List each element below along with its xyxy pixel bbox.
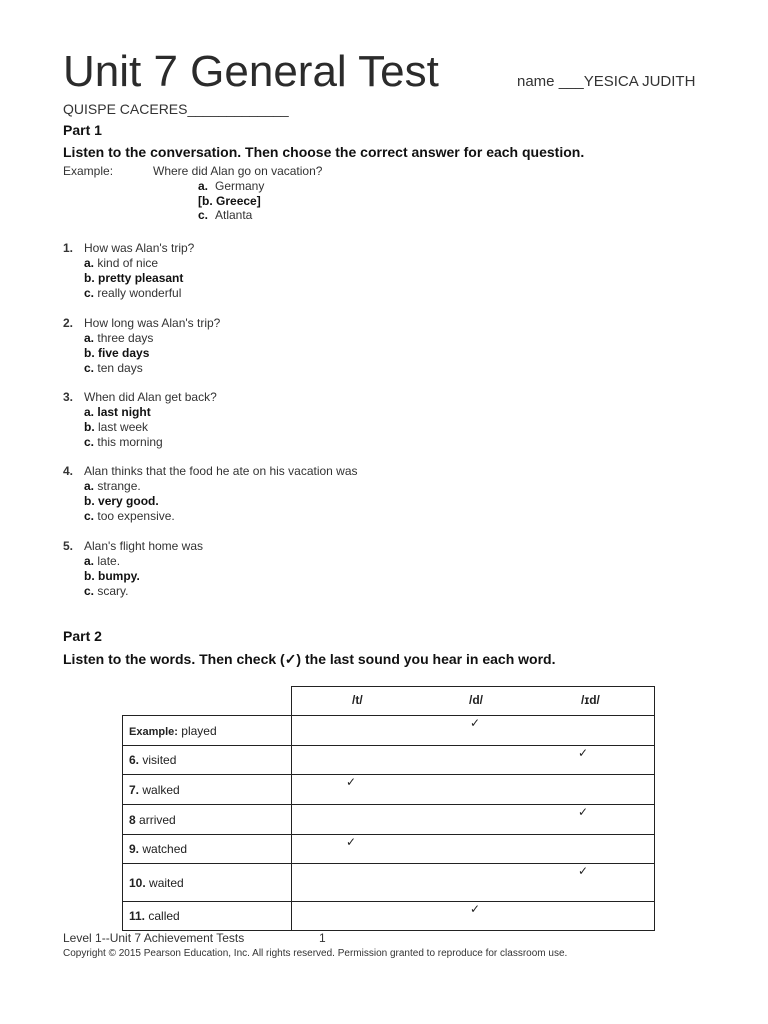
header-columns-cell [292, 687, 655, 716]
option-letter: a. [84, 405, 95, 419]
check-mark-icon: ✓ [346, 775, 357, 789]
check-mark-icon: ✓ [578, 805, 589, 819]
table-row [123, 805, 655, 835]
option-letter: a. [198, 179, 209, 193]
part1-instruction: Listen to the conversation. Then choose the correct answer for each question. [63, 144, 585, 160]
example-option [198, 179, 264, 194]
word-cell [123, 835, 292, 864]
option-text: last week [98, 420, 149, 434]
option-letter: b. [84, 420, 95, 434]
question-number: 5. [63, 539, 74, 553]
answer-option [84, 361, 143, 376]
row-label: 8 [129, 812, 136, 827]
footer-level: Level 1--Unit 7 Achievement Tests [63, 931, 245, 945]
question-text: Alan's flight home was [84, 539, 204, 553]
answer-option [84, 509, 175, 524]
option-letter: a. [84, 554, 95, 568]
marks-cell [292, 864, 655, 902]
option-text: kind of nice [97, 256, 159, 270]
question-number: 4. [63, 464, 74, 478]
check-mark-icon: ✓ [470, 716, 481, 730]
answer-option [84, 479, 141, 494]
table-header-row [123, 687, 655, 716]
check-mark-icon: ✓ [578, 746, 589, 760]
question-text: How was Alan's trip? [84, 241, 195, 255]
option-text: ten days [97, 361, 143, 375]
question-4 [63, 464, 358, 479]
question-text: Alan thinks that the food he ate on his vacation was [84, 464, 358, 478]
option-letter: c. [84, 584, 95, 598]
word-cell [123, 746, 292, 775]
option-text: scary. [97, 584, 129, 598]
table-row [123, 716, 655, 746]
row-word: waited [149, 875, 184, 890]
word-cell [123, 775, 292, 805]
word-cell [123, 716, 292, 746]
column-id: /ɪd/ [581, 693, 600, 707]
option-text: strange. [97, 479, 141, 493]
example-option-selected [198, 194, 261, 209]
option-letter: c. [198, 208, 209, 222]
check-mark-icon: ✓ [346, 835, 357, 849]
word-cell [123, 902, 292, 931]
option-text: Germany [215, 179, 265, 193]
option-text: pretty pleasant [98, 271, 184, 285]
question-3 [63, 390, 217, 405]
row-word: walked [142, 782, 180, 797]
option-letter: b. [84, 271, 95, 285]
answer-option [84, 331, 153, 346]
option-text: Greece] [216, 194, 261, 208]
part1-heading: Part 1 [63, 122, 102, 138]
table-row [123, 864, 655, 902]
option-letter: [b. [198, 194, 213, 208]
answer-option [84, 286, 181, 301]
marks-cell [292, 716, 655, 746]
marks-cell [292, 902, 655, 931]
word-cell [123, 805, 292, 835]
answer-option [84, 256, 158, 271]
question-1 [63, 241, 194, 256]
row-word: watched [142, 842, 188, 856]
option-letter: c. [84, 286, 95, 300]
part2-instruction: Listen to the words. Then check (✓) the last sound you hear in each word. [63, 651, 556, 667]
option-letter: c. [84, 435, 95, 449]
option-letter: b. [84, 569, 95, 583]
question-text: When did Alan get back? [84, 390, 217, 404]
answer-option [84, 554, 120, 569]
part2-heading: Part 2 [63, 628, 102, 644]
sound-table [122, 686, 655, 931]
marks-cell [292, 746, 655, 775]
question-5 [63, 539, 203, 554]
column-t: /t/ [352, 693, 363, 707]
marks-cell [292, 835, 655, 864]
answer-option [84, 420, 148, 435]
column-d: /d/ [469, 693, 483, 707]
answer-option-selected [84, 569, 140, 584]
student-name-line1: name ___YESICA JUDITH [517, 73, 696, 90]
row-label: 9. [129, 842, 140, 856]
option-letter: a. [84, 479, 95, 493]
option-text: really wonderful [97, 286, 182, 300]
answer-option [84, 435, 163, 450]
option-letter: b. [84, 494, 95, 508]
question-2 [63, 316, 220, 331]
option-text: very good. [98, 494, 159, 508]
question-number: 3. [63, 390, 74, 404]
page-title: Unit 7 General Test [63, 47, 439, 96]
page-number: 1 [319, 931, 326, 945]
header-blank-cell [123, 687, 292, 716]
option-text: bumpy. [98, 569, 140, 583]
example-option [198, 208, 252, 223]
word-cell [123, 864, 292, 902]
option-text: late. [97, 554, 121, 568]
check-mark-icon: ✓ [578, 864, 589, 878]
marks-cell [292, 805, 655, 835]
option-letter: c. [84, 361, 95, 375]
student-name-line2: QUISPE CACERES_____________ [63, 101, 289, 117]
option-text: Atlanta [215, 208, 253, 222]
row-label: 6. [129, 753, 140, 767]
option-text: last night [97, 405, 151, 419]
table-row [123, 902, 655, 931]
option-letter: c. [84, 509, 95, 523]
question-number: 1. [63, 241, 74, 255]
row-label: 10. [129, 875, 146, 890]
option-letter: b. [84, 346, 95, 360]
answer-option-selected [84, 405, 151, 420]
check-mark-icon: ✓ [470, 902, 481, 916]
option-text: five days [98, 346, 150, 360]
option-text: too expensive. [97, 509, 175, 523]
row-word: called [148, 909, 180, 923]
marks-cell [292, 775, 655, 805]
footer-copyright: Copyright © 2015 Pearson Education, Inc. All rights reserved. Permission granted to reproduce for classroom use. [63, 948, 568, 959]
answer-option-selected [84, 494, 159, 509]
row-label: 7. [129, 782, 140, 797]
example-label: Example: [63, 164, 114, 178]
option-text: three days [97, 331, 154, 345]
answer-option-selected [84, 271, 183, 286]
option-letter: a. [84, 256, 95, 270]
row-word: arrived [139, 812, 176, 827]
row-word: played [181, 723, 217, 738]
answer-option-selected [84, 346, 149, 361]
table-row [123, 746, 655, 775]
question-text: How long was Alan's trip? [84, 316, 221, 330]
option-text: this morning [97, 435, 163, 449]
question-number: 2. [63, 316, 74, 330]
table-row [123, 835, 655, 864]
row-label: 11. [129, 909, 146, 923]
option-letter: a. [84, 331, 95, 345]
row-word: visited [142, 753, 177, 767]
row-label: Example: [129, 725, 178, 738]
answer-option [84, 584, 128, 599]
example-question: Where did Alan go on vacation? [153, 164, 323, 178]
table-row [123, 775, 655, 805]
